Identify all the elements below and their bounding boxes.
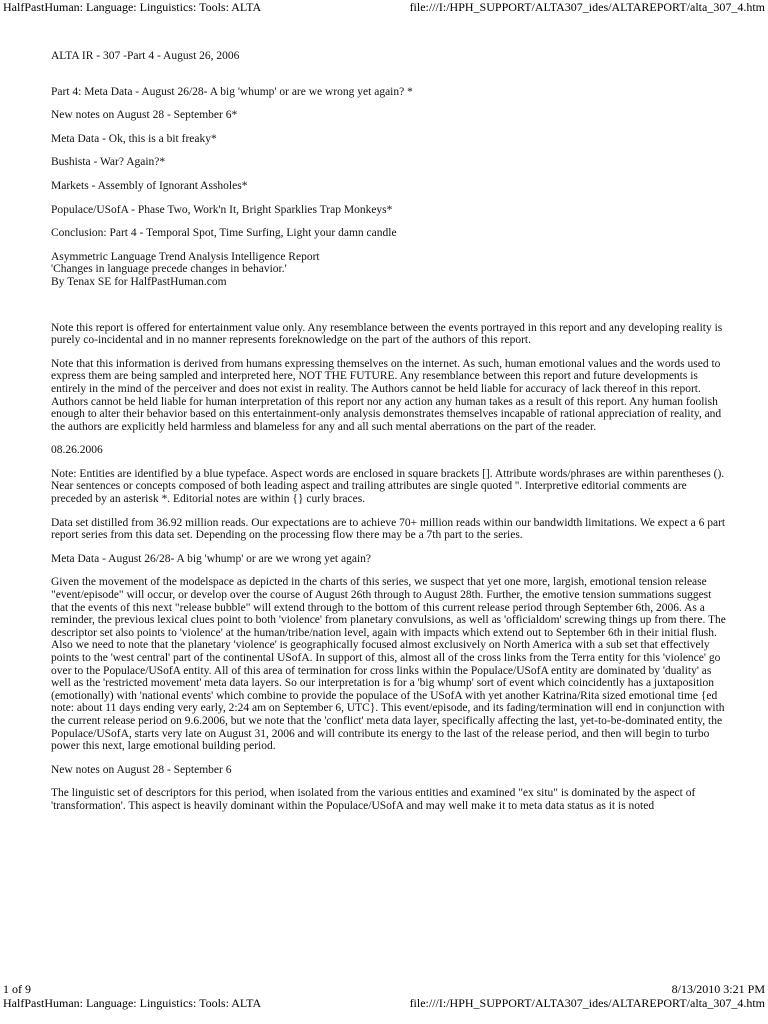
toc-item: Markets - Assembly of Ignorant Assholes* <box>51 179 248 192</box>
section-heading: New notes on August 28 - September 6 <box>51 763 232 776</box>
toc-item: Conclusion: Part 4 - Temporal Spot, Time Surfing, Light your damn candle <box>51 227 397 240</box>
disclaimer-paragraph: Note this report is offered for entertainment value only. Any resemblance between the events portrayed in this report and any developing reality is purely co-incidental and in no manner represents foreknowledge on the part of the authors of this report. <box>51 321 723 347</box>
print-footer-title: HalfPastHuman: Language: Linguistics: Tools: ALTA <box>3 996 262 1010</box>
print-datetime: 8/13/2010 3:21 PM <box>671 982 765 996</box>
report-credit <box>51 251 726 289</box>
report-quote: 'Changes in language precede changes in behavior.' <box>51 263 287 276</box>
report-name: Asymmetric Language Trend Analysis Intelligence Report <box>51 250 320 263</box>
toc-item: Part 4: Meta Data - August 26/28- A big 'whump' or are we wrong yet again? * <box>51 85 413 98</box>
section-body: Given the movement of the modelspace as depicted in the charts of this series, we suspect that yet one more, largish, emotional tension release "event/episode" will occur, or develop over the course of August 26th through to August 28th. Further, the emotive tension summations suggest that the events of this next "release bubble" will extend through to the bottom of this current release period through September 6th, 2006. As a reminder, the previous lexical clues point to both 'violence' from planetary convulsions, as well as 'officialdom' screwing things up from there. The descriptor set also points to 'violence' at the human/tribe/nation level, again with impacts which extend out to September 6th in their initial flush. Also we need to note that the planetary 'violence' is geographically focused almost exclusively on North America with a sub set that effectively points to the 'west central' part of the continental USofA. In support of this, almost all of the cross links from the Terra entity for this 'violence' go over to the Populace/USofA entity. All of this area of termination for cross links within the Populace/USofA entity are dominated by 'duality' as well as the 'restricted movement' meta data layers. So our interpretation is for a 'big whump' sort of event which coincidently has a juxtaposition (emotionally) with 'national events' which combine to provide the populace of the USofA with yet another Katrina/Rita sized emotional time {ed note: about 11 days ending very early, 2:24 am on September 6, UTC}. This event/episode, and its fading/termination will end in conjunction with the current release period on 9.6.2006, but we note that the 'conflict' meta data layer, specifically affecting the last, yet-to-be-dominated entity, the Populace/USofA, starts very late on August 31, 2006 and will contribute its energy to the last of the release period, and then will begin to turbo power this next, large emotional building period. <box>51 576 726 753</box>
document-body <box>51 50 726 824</box>
date-line: 08.26.2006 <box>51 444 103 457</box>
toc-item: Meta Data - Ok, this is a bit freaky* <box>51 132 217 145</box>
disclaimer-paragraph: Note that this information is derived from humans expressing themselves on the internet. As such, human emotional values and the words used to express them are being sampled and interpreted here, NOT THE FUTURE. Any resemblance between this report and future developments is entirely in the mind of the perceiver and does not exist in reality. The Authors cannot be held liable for accuracy of lack thereof in this report. Authors cannot be held liable for human interpretation of this report nor any action any human takes as a result of this report. Any human foolish enough to alter their behavior based on this entertainment-only analysis demonstrates themselves incapable of rational appreciation of reality, and the authors are explicitly held harmless and blameless for any and all such mental aberrations on the part of the reader. <box>51 357 722 433</box>
data-set-paragraph: Data set distilled from 36.92 million reads. Our expectations are to achieve 70+ million reads within our bandwidth limitations. We expect a 6 part report series from this data set. Depending on the processing flow there may be a 7th part to the series. <box>51 516 726 542</box>
print-footer-pageinfo <box>0 982 768 996</box>
section-heading: Meta Data - August 26/28- A big 'whump' or are we wrong yet again? <box>51 552 372 565</box>
document-title: ALTA IR - 307 -Part 4 - August 26, 2006 <box>51 50 240 62</box>
report-byline: By Tenax SE for HalfPastHuman.com <box>51 275 227 288</box>
section-body: The linguistic set of descriptors for this period, when isolated from the various entities and examined "ex situ" is dominated by the aspect of 'transformation'. This aspect is heavily dominant within the Populace/USofA and may well make it to meta data status as it is noted <box>51 787 696 812</box>
toc-item: Populace/USofA - Phase Two, Work'n It, Bright Sparklies Trap Monkeys* <box>51 203 393 216</box>
page-number: 1 of 9 <box>3 982 31 996</box>
print-header-url: file:///I:/HPH_SUPPORT/ALTA307_ides/ALTAREPORT/alta_307_4.htm <box>409 0 765 14</box>
print-footer-url: file:///I:/HPH_SUPPORT/ALTA307_ides/ALTAREPORT/alta_307_4.htm <box>409 996 765 1010</box>
print-header-title: HalfPastHuman: Language: Linguistics: Tools: ALTA <box>3 0 262 14</box>
toc-item: Bushista - War? Again?* <box>51 156 166 169</box>
print-footer <box>0 996 768 1010</box>
toc-item: New notes on August 28 - September 6* <box>51 109 238 122</box>
note-paragraph: Note: Entities are identified by a blue typeface. Aspect words are enclosed in square brackets []. Attribute words/phrases are within parentheses (). Near sentences or concepts composed of both leading aspect and trailing attributes are single quoted ''. Interpretive editorial comments are preceded by an asterisk *. Editorial notes are within {} curly braces. <box>51 467 725 506</box>
print-header <box>0 0 768 14</box>
